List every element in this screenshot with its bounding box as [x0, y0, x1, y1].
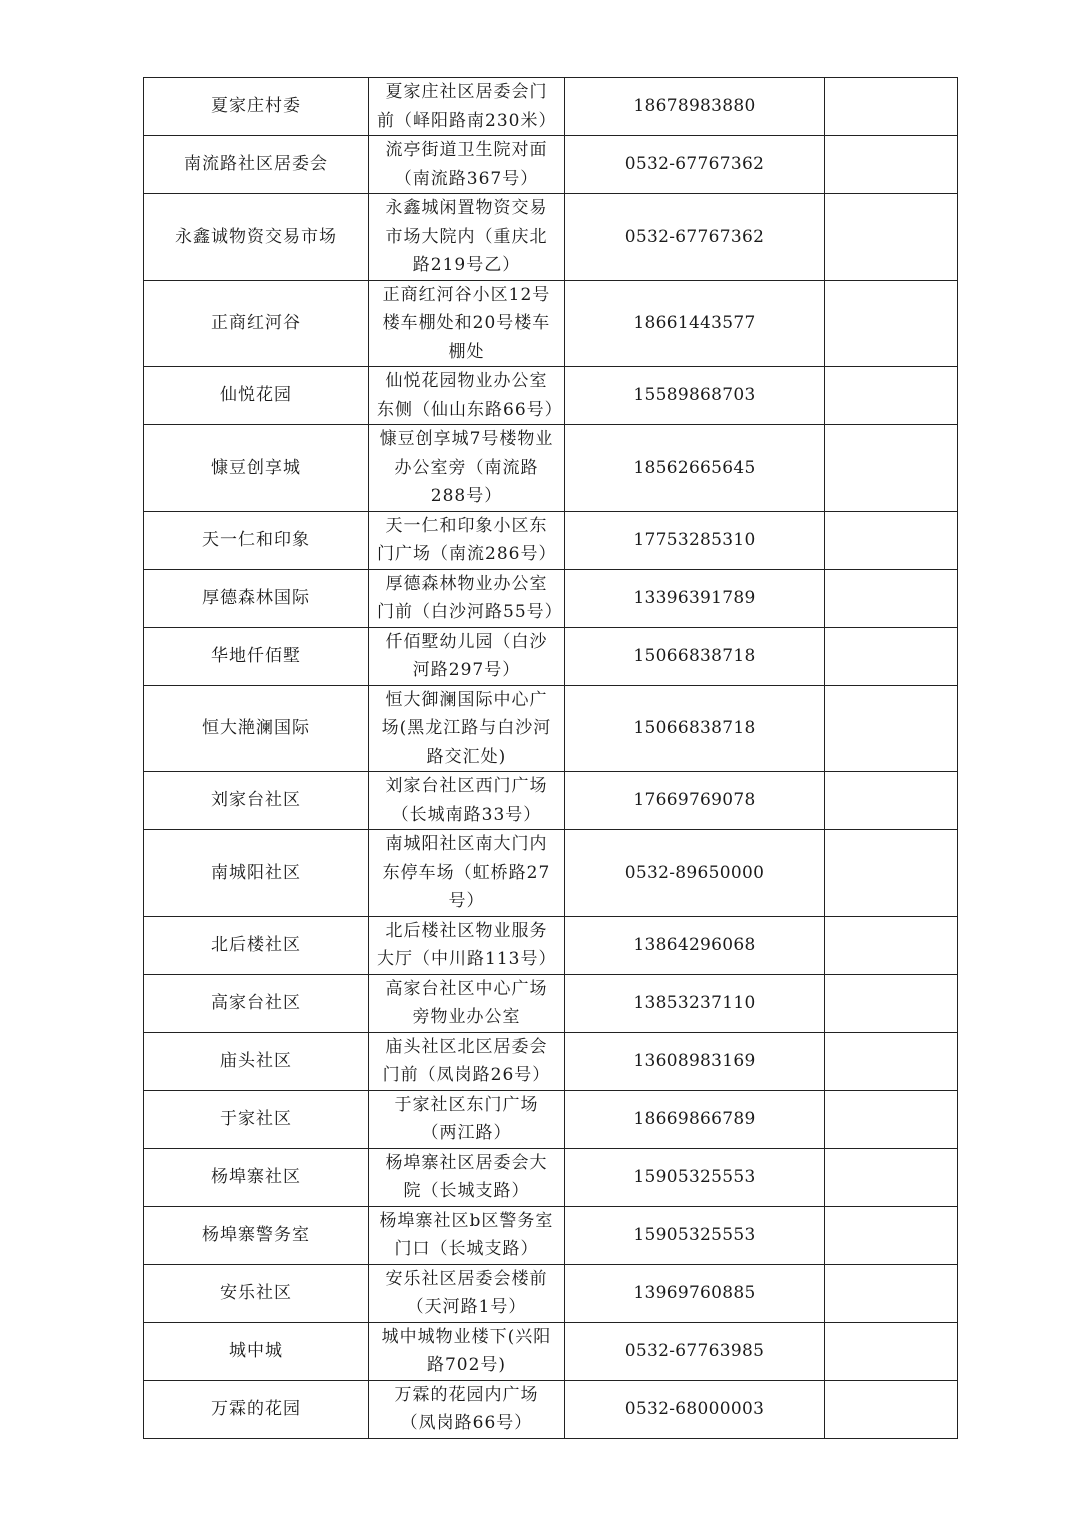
phone-cell: 0532-67763985 — [565, 1322, 825, 1380]
table-row — [144, 1322, 958, 1380]
address-cell: 慷豆创享城7号楼物业办公室旁（南流路288号） — [369, 425, 565, 512]
table-row — [144, 280, 958, 367]
phone-cell: 0532-68000003 — [565, 1380, 825, 1438]
table-row — [144, 627, 958, 685]
note-cell — [825, 1148, 958, 1206]
phone-cell: 13853237110 — [565, 974, 825, 1032]
address-cell: 刘家台社区西门广场（长城南路33号） — [369, 772, 565, 830]
phone-cell: 18669866789 — [565, 1090, 825, 1148]
recycling-sites-table — [143, 77, 958, 1439]
site-name-cell: 安乐社区 — [144, 1264, 369, 1322]
address-cell: 恒大御澜国际中心广场(黑龙江路与白沙河路交汇处) — [369, 685, 565, 772]
site-name-cell: 高家台社区 — [144, 974, 369, 1032]
phone-cell: 15905325553 — [565, 1148, 825, 1206]
phone-cell: 0532-67767362 — [565, 136, 825, 194]
phone-cell: 13864296068 — [565, 916, 825, 974]
site-name-cell: 刘家台社区 — [144, 772, 369, 830]
phone-cell: 15905325553 — [565, 1206, 825, 1264]
phone-cell: 13608983169 — [565, 1032, 825, 1090]
table-row — [144, 425, 958, 512]
site-name-cell: 杨埠寨警务室 — [144, 1206, 369, 1264]
address-cell: 厚德森林物业办公室门前（白沙河路55号） — [369, 569, 565, 627]
note-cell — [825, 280, 958, 367]
table-row — [144, 1090, 958, 1148]
site-name-cell: 杨埠寨社区 — [144, 1148, 369, 1206]
address-cell: 安乐社区居委会楼前（天河路1号） — [369, 1264, 565, 1322]
phone-cell: 0532-67767362 — [565, 194, 825, 281]
site-name-cell: 南流路社区居委会 — [144, 136, 369, 194]
table-row — [144, 194, 958, 281]
note-cell — [825, 194, 958, 281]
table-row — [144, 136, 958, 194]
table-row — [144, 685, 958, 772]
note-cell — [825, 569, 958, 627]
note-cell — [825, 1264, 958, 1322]
note-cell — [825, 627, 958, 685]
address-cell: 天一仁和印象小区东门广场（南流286号） — [369, 511, 565, 569]
address-cell: 庙头社区北区居委会门前（凤岗路26号） — [369, 1032, 565, 1090]
phone-cell: 15589868703 — [565, 367, 825, 425]
site-name-cell: 永鑫诚物资交易市场 — [144, 194, 369, 281]
site-name-cell: 夏家庄村委 — [144, 78, 369, 136]
address-cell: 城中城物业楼下(兴阳路702号) — [369, 1322, 565, 1380]
phone-cell: 18562665645 — [565, 425, 825, 512]
note-cell — [825, 830, 958, 917]
note-cell — [825, 511, 958, 569]
table-row — [144, 830, 958, 917]
table-row — [144, 511, 958, 569]
note-cell — [825, 367, 958, 425]
phone-cell: 0532-89650000 — [565, 830, 825, 917]
table-row — [144, 1032, 958, 1090]
address-cell: 仟佰墅幼儿园（白沙河路297号） — [369, 627, 565, 685]
site-name-cell: 南城阳社区 — [144, 830, 369, 917]
note-cell — [825, 425, 958, 512]
address-cell: 仙悦花园物业办公室东侧（仙山东路66号） — [369, 367, 565, 425]
site-name-cell: 城中城 — [144, 1322, 369, 1380]
table-row — [144, 367, 958, 425]
address-cell: 流亭街道卫生院对面（南流路367号） — [369, 136, 565, 194]
phone-cell: 18661443577 — [565, 280, 825, 367]
table-row — [144, 974, 958, 1032]
address-cell: 北后楼社区物业服务大厅（中川路113号） — [369, 916, 565, 974]
site-name-cell: 正商红河谷 — [144, 280, 369, 367]
address-cell: 南城阳社区南大门内东停车场（虹桥路27号） — [369, 830, 565, 917]
site-name-cell: 仙悦花园 — [144, 367, 369, 425]
table-row — [144, 1206, 958, 1264]
note-cell — [825, 974, 958, 1032]
note-cell — [825, 1322, 958, 1380]
table-row — [144, 772, 958, 830]
table-row — [144, 569, 958, 627]
address-cell: 夏家庄社区居委会门前（峄阳路南230米） — [369, 78, 565, 136]
phone-cell: 17753285310 — [565, 511, 825, 569]
site-name-cell: 天一仁和印象 — [144, 511, 369, 569]
note-cell — [825, 772, 958, 830]
site-name-cell: 慷豆创享城 — [144, 425, 369, 512]
site-name-cell: 厚德森林国际 — [144, 569, 369, 627]
phone-cell: 18678983880 — [565, 78, 825, 136]
address-cell: 杨埠寨社区居委会大院（长城支路） — [369, 1148, 565, 1206]
site-name-cell: 于家社区 — [144, 1090, 369, 1148]
site-name-cell: 北后楼社区 — [144, 916, 369, 974]
address-cell: 正商红河谷小区12号楼车棚处和20号楼车棚处 — [369, 280, 565, 367]
site-name-cell: 华地仟佰墅 — [144, 627, 369, 685]
table-row — [144, 1380, 958, 1438]
phone-cell: 17669769078 — [565, 772, 825, 830]
table-body — [144, 78, 958, 1439]
table-row — [144, 78, 958, 136]
site-name-cell: 庙头社区 — [144, 1032, 369, 1090]
address-cell: 永鑫城闲置物资交易市场大院内（重庆北路219号乙） — [369, 194, 565, 281]
phone-cell: 13969760885 — [565, 1264, 825, 1322]
note-cell — [825, 1090, 958, 1148]
note-cell — [825, 916, 958, 974]
table-row — [144, 1148, 958, 1206]
note-cell — [825, 78, 958, 136]
address-cell: 于家社区东门广场（两江路） — [369, 1090, 565, 1148]
phone-cell: 15066838718 — [565, 685, 825, 772]
note-cell — [825, 136, 958, 194]
address-cell: 万霖的花园内广场（凤岗路66号） — [369, 1380, 565, 1438]
table-row — [144, 1264, 958, 1322]
note-cell — [825, 1380, 958, 1438]
note-cell — [825, 1206, 958, 1264]
address-cell: 杨埠寨社区b区警务室门口（长城支路） — [369, 1206, 565, 1264]
site-name-cell: 恒大滟澜国际 — [144, 685, 369, 772]
table-row — [144, 916, 958, 974]
site-name-cell: 万霖的花园 — [144, 1380, 369, 1438]
note-cell — [825, 1032, 958, 1090]
address-cell: 高家台社区中心广场旁物业办公室 — [369, 974, 565, 1032]
note-cell — [825, 685, 958, 772]
phone-cell: 13396391789 — [565, 569, 825, 627]
phone-cell: 15066838718 — [565, 627, 825, 685]
